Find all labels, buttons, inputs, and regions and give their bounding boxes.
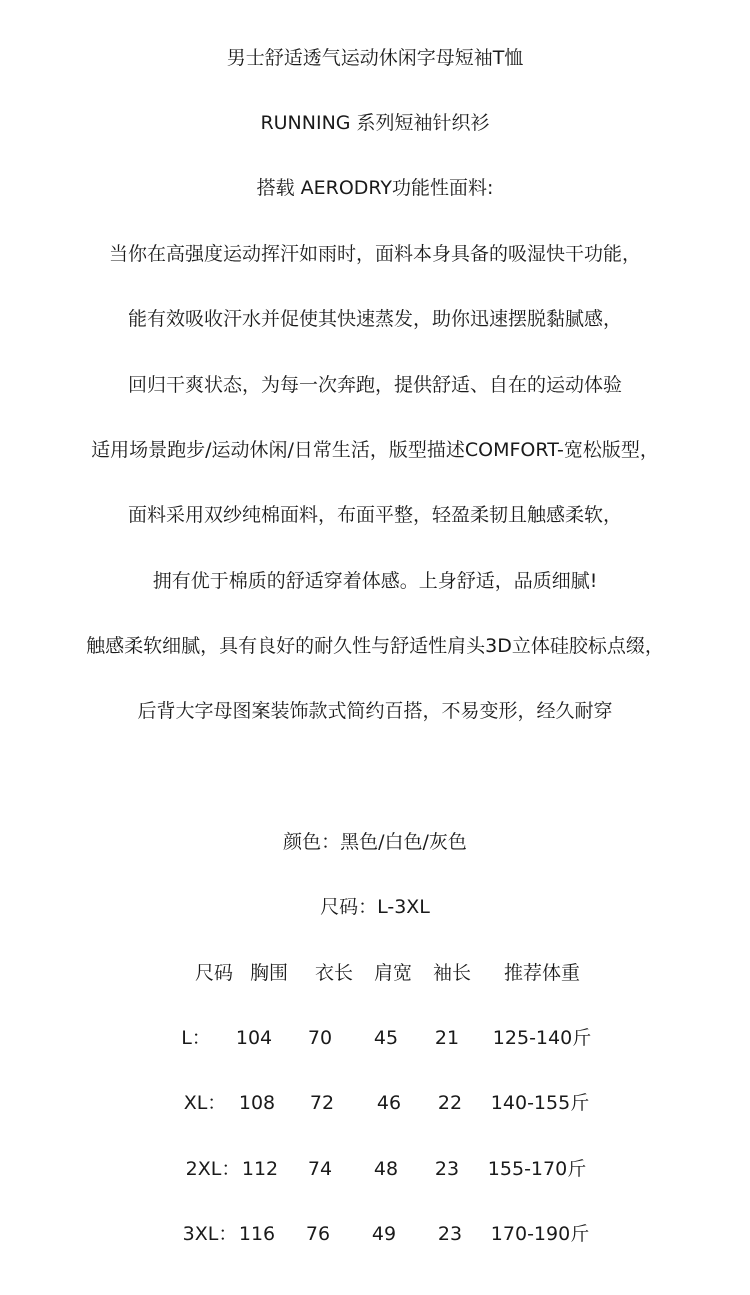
row-shoulder: 48 bbox=[373, 1158, 399, 1180]
description-line: 回归干爽状态，为每一次奔跑，提供舒适、自在的运动体验 bbox=[127, 374, 622, 396]
row-size: XL： bbox=[183, 1092, 227, 1114]
description-line: 适用场景跑步/运动休闲/日常生活，版型描述COMFORT-宽松版型， bbox=[91, 439, 659, 461]
row-size: 2XL： bbox=[185, 1158, 241, 1180]
description-line: 面料采用双纱纯棉面料，布面平整，轻盈柔韧且触感柔软， bbox=[127, 504, 622, 526]
row-sleeve: 21 bbox=[434, 1027, 460, 1049]
row-weight: 125-140斤 bbox=[492, 1027, 592, 1049]
series-line: RUNNING 系列短袖针织衫 bbox=[260, 112, 490, 134]
row-chest: 112 bbox=[241, 1158, 279, 1180]
description-line: 能有效吸收汗水并促使其快速蒸发，助你迅速摆脱黏腻感， bbox=[127, 308, 622, 330]
row-sleeve: 23 bbox=[437, 1223, 463, 1245]
row-length: 70 bbox=[307, 1027, 333, 1049]
header-sleeve: 袖长 bbox=[432, 962, 472, 984]
row-size: L： bbox=[181, 1027, 211, 1049]
size-range: 尺码：L-3XL bbox=[320, 896, 430, 918]
description-line: 拥有优于棉质的舒适穿着体感。上身舒适，品质细腻! bbox=[152, 570, 598, 592]
row-size: 3XL： bbox=[182, 1223, 238, 1245]
description-line: 后背大字母图案装饰款式简约百搭，不易变形，经久耐穿 bbox=[137, 700, 613, 722]
header-chest: 胸围 bbox=[249, 962, 289, 984]
row-sleeve: 23 bbox=[434, 1158, 460, 1180]
row-weight: 155-170斤 bbox=[487, 1158, 587, 1180]
row-weight: 170-190斤 bbox=[490, 1223, 590, 1245]
header-shoulder: 肩宽 bbox=[373, 962, 413, 984]
description-line: 当你在高强度运动挥汗如雨时，面料本身具备的吸湿快干功能， bbox=[108, 243, 641, 265]
header-weight: 推荐体重 bbox=[503, 962, 581, 984]
row-shoulder: 46 bbox=[376, 1092, 402, 1114]
row-shoulder: 49 bbox=[371, 1223, 397, 1245]
description-line: 触感柔软细腻，具有良好的耐久性与舒适性肩头3D立体硅胶标点缀， bbox=[86, 635, 664, 657]
row-chest: 116 bbox=[238, 1223, 276, 1245]
product-title: 男士舒适透气运动休闲字母短袖T恤 bbox=[226, 47, 524, 69]
row-length: 76 bbox=[305, 1223, 331, 1245]
fabric-line: 搭载 AERODRY功能性面料: bbox=[256, 177, 494, 199]
row-weight: 140-155斤 bbox=[490, 1092, 590, 1114]
color-options: 颜色：黑色/白色/灰色 bbox=[283, 831, 467, 853]
row-sleeve: 22 bbox=[437, 1092, 463, 1114]
row-chest: 108 bbox=[238, 1092, 276, 1114]
header-size: 尺码 bbox=[194, 962, 234, 984]
row-shoulder: 45 bbox=[373, 1027, 399, 1049]
header-length: 衣长 bbox=[314, 962, 354, 984]
row-length: 72 bbox=[309, 1092, 335, 1114]
row-length: 74 bbox=[307, 1158, 333, 1180]
row-chest: 104 bbox=[235, 1027, 273, 1049]
